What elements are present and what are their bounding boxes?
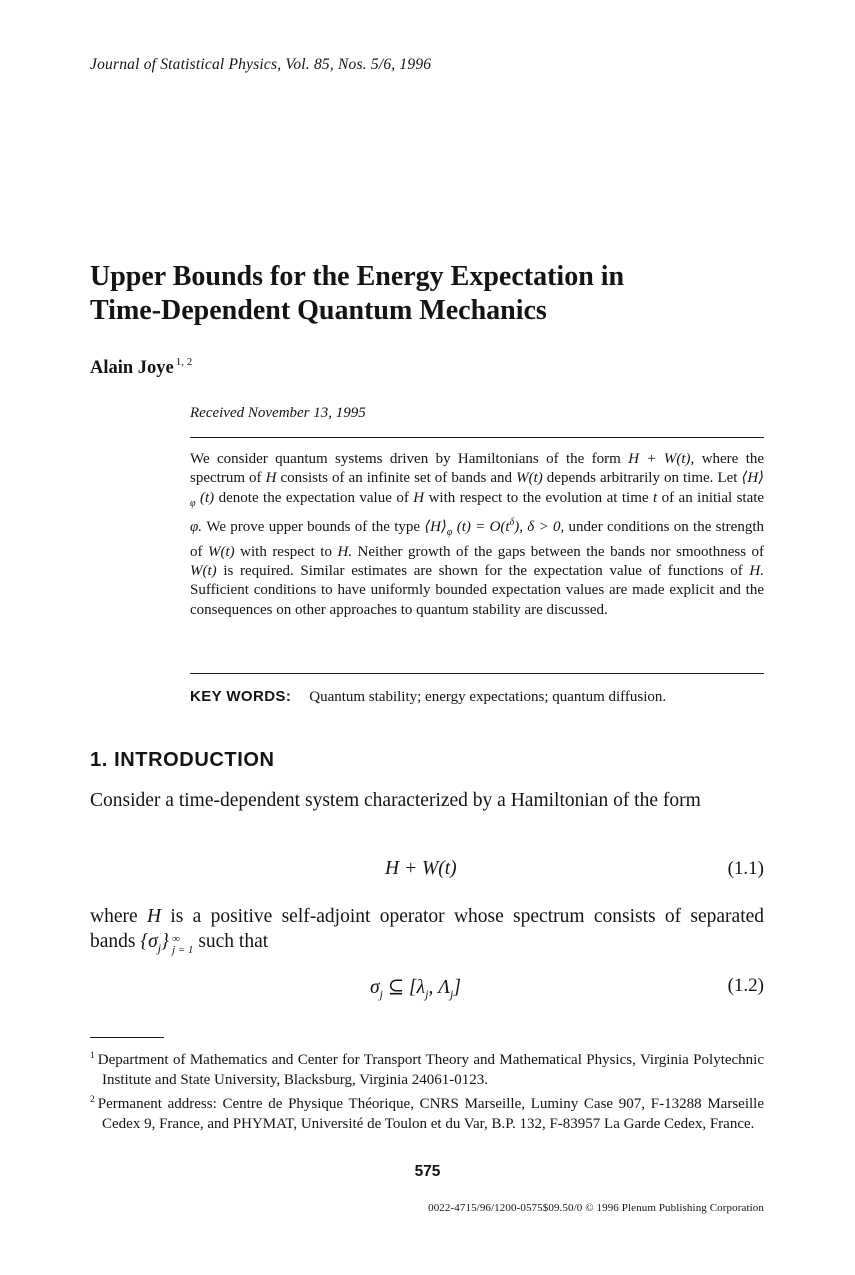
abstract-math: W(t) [208, 543, 235, 560]
title-line-2: Time-Dependent Quantum Mechanics [90, 295, 547, 326]
abstract-text: Neither growth of the gaps between the bands nor smoothness of [357, 543, 765, 560]
section-heading [90, 749, 275, 772]
abstract-text: We prove upper bounds of the type [206, 519, 421, 536]
abstract-math: H [265, 470, 277, 487]
abstract-text: Sufficient conditions to have uniformly bounded expectation values are made explicit and the consequences on other approaches to quantum stability are discussed. [190, 582, 764, 618]
abstract-text: under conditions on the strength of [190, 519, 765, 560]
section-number: 1. [90, 749, 108, 771]
copyright-line: 0022-4715/96/1200-0575$09.50/0 © 1996 Plenum Publishing Corporation [428, 1202, 764, 1214]
keywords [190, 688, 666, 706]
abstract-text: depends arbitrarily on time. Let [546, 470, 738, 487]
equation-1-1-number: (1.1) [727, 858, 764, 879]
footnote-2: $^2$ Permanent address: Centre de Physique Théorique, CNRS Marseille, Luminy Case 907, F-13288 Marseille Cedex 9, France, and PHYMAT, Université de Toulon et du Var, B.P. 132, F-83957 La Garde Cedex, France. [90, 1095, 764, 1132]
abstract-text: where the spectrum of [190, 451, 765, 487]
footnote-rule [90, 1037, 164, 1038]
abstract-text: with respect to the evolution at time [428, 489, 649, 506]
received-date: Received November 13, 1995 [190, 405, 366, 421]
author-affiliation-marks: 1, 2 [175, 356, 193, 368]
abstract-text: with respect to [240, 543, 332, 560]
abstract-math: H. [749, 563, 765, 580]
abstract-math: H. [337, 543, 353, 560]
abstract-text: denote the expectation value of [218, 489, 409, 506]
intro-text: such that [198, 931, 269, 952]
abstract-text: of an initial state [661, 489, 765, 506]
abstract [190, 450, 764, 620]
intro-text: is a positive self-adjoint operator whose spectrum consists of separated bands [90, 906, 765, 952]
title-line-1: Upper Bounds for the Energy Expectation in [90, 261, 625, 292]
footnotes [90, 1047, 764, 1135]
intro-math: H [146, 906, 162, 927]
intro-math: $\{\sigma_j\}$ ∞ j = 1 [140, 931, 194, 956]
abstract-math: $⟨H⟩_\varphi$ (t) [190, 470, 765, 509]
journal-header: Journal of Statistical Physics, Vol. 85, Nos. 5/6, 1996 [90, 56, 432, 73]
abstract-math: $⟨H⟩_\varphi$ $(t) = O(t^\delta)$, [424, 517, 523, 539]
footnote-1: $^1$ Department of Mathematics and Center for Transport Theory and Mathematical Physics, Virginia Polytechnic Institute and State University, Blacksburg, Virginia 24061-0123. [90, 1051, 764, 1088]
equation-1-2-number: (1.2) [727, 975, 764, 996]
abstract-math: δ > 0, [527, 519, 565, 536]
equation-1-2: $\sigma_j$ ⊆ [$\lambda_j$, $\Lambda_j$] [370, 977, 461, 1001]
abstract-text: We consider quantum systems driven by Hamiltonians of the form [190, 451, 621, 467]
abstract-math: H + W(t), [628, 451, 695, 467]
page-number: 575 [414, 1163, 441, 1180]
abstract-math: H [413, 489, 425, 506]
intro-paragraph-2 [90, 904, 764, 961]
abstract-bottom-rule [190, 673, 764, 674]
abstract-text: consists of an infinite set of bands and [280, 470, 513, 487]
keywords-label: KEY WORDS: [190, 688, 292, 705]
intro-paragraph-1: Consider a time-dependent system characterized by a Hamiltonian of the form [90, 790, 701, 811]
abstract-math: W(t) [190, 563, 217, 580]
equation-1-1: H + W(t) [385, 858, 457, 879]
author-name: Alain Joye [90, 358, 174, 378]
abstract-text: is required. Similar estimates are shown for the expectation value of functions of [223, 563, 743, 580]
section-title: INTRODUCTION [114, 749, 275, 771]
abstract-math: W(t) [516, 470, 543, 487]
author [90, 356, 192, 379]
abstract-math: φ. [190, 519, 203, 536]
intro-text: where [90, 906, 138, 927]
keywords-text: Quantum stability; energy expectations; quantum diffusion. [309, 689, 667, 705]
abstract-top-rule [190, 437, 764, 438]
paper-title [90, 260, 790, 328]
abstract-math: t [652, 489, 658, 506]
